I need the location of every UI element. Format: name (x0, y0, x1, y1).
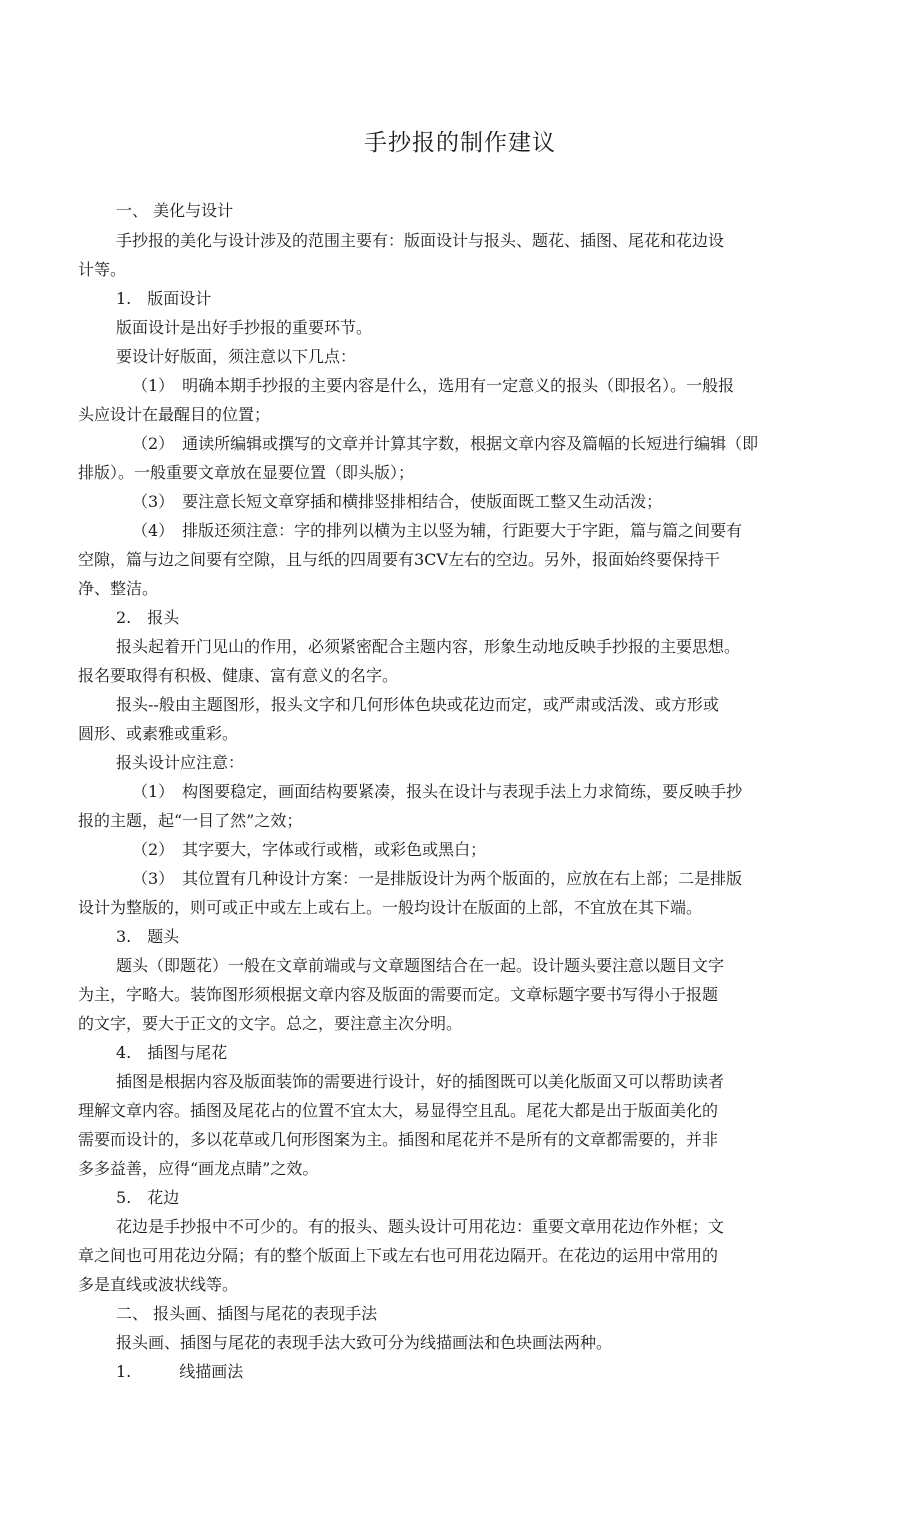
paragraph-line: 报名要取得有积极、健康、富有意义的名字。 (78, 666, 399, 685)
paragraph-line: 插图是根据内容及版面装饰的需要进行设计，好的插图既可以美化版面又可以帮助读者 (116, 1072, 725, 1091)
list-item: （3） 其位置有几种设计方案：一是排版设计为两个版面的，应放在右上部；二是排版 (132, 869, 743, 888)
list-item: （2） 其字要大，字体或行或楷，或彩色或黑白； (132, 840, 487, 859)
list-item: （1） 构图要稳定，画面结构要紧凑，报头在设计与表现手法上力求简练，要反映手抄 (132, 782, 743, 801)
paragraph-line: 花边是手抄报中不可少的。有的报头、题头设计可用花边：重要文章用花边作外框；文 (116, 1217, 725, 1236)
paragraph-line: 报头画、插图与尾花的表现手法大致可分为线描画法和色块画法两种。 (116, 1333, 613, 1352)
paragraph-line: 报头--般由主题图形，报头文字和几何形体色块或花边而定，或严肃或活泼、或方形或 (116, 695, 719, 714)
subheading-line-drawing: 1. 线描画法 (116, 1362, 244, 1381)
paragraph-line: 为主，字略大。装饰图形须根据文章内容及版面的需要而定。文章标题字要书写得小于报题 (78, 985, 719, 1004)
paragraph-line: 空隙，篇与边之间要有空隙，且与纸的四周要有3CV左右的空边。另外，报面始终要保持干 (78, 550, 720, 569)
paragraph-line: 版面设计是出好手抄报的重要环节。 (116, 318, 373, 337)
paragraph-line: 多是直线或波状线等。 (78, 1275, 239, 1294)
subheading-layout: 1. 版面设计 (116, 289, 212, 308)
page-title: 手抄报的制作建议 (364, 130, 556, 156)
list-item: （4） 排版还须注意：字的排列以横为主以竖为辅，行距要大于字距，篇与篇之间要有 (132, 521, 743, 540)
paragraph-line: 排版）。一般重要文章放在显要位置（即头版）； (78, 463, 415, 482)
subheading-illustration: 4. 插图与尾花 (116, 1043, 228, 1062)
paragraph-line: 头应设计在最醒目的位置； (78, 405, 271, 424)
paragraph-line: 设计为整版的，则可或正中或左上或右上。一般均设计在版面的上部，不宜放在其下端。 (78, 898, 703, 917)
paragraph-line: 手抄报的美化与设计涉及的范围主要有：版面设计与报头、题花、插图、尾花和花边设 (116, 231, 725, 250)
heading-section-2: 二、 报头画、插图与尾花的表现手法 (116, 1304, 378, 1323)
paragraph-line: 净、整洁。 (78, 579, 159, 598)
paragraph-line: 需要而设计的，多以花草或几何形图案为主。插图和尾花并不是所有的文章都需要的，并非 (78, 1130, 719, 1149)
paragraph-line: 报头设计应注意： (116, 753, 245, 772)
heading-section-1: 一、 美化与设计 (116, 201, 234, 220)
paragraph-line: 计等。 (78, 260, 127, 279)
paragraph-line: 题头（即题花）一般在文章前端或与文章题图结合在一起。设计题头要注意以题目文字 (116, 956, 725, 975)
paragraph-line: 报头起着开门见山的作用，必须紧密配合主题内容，形象生动地反映手抄报的主要思想。 (116, 637, 741, 656)
subheading-masthead: 2. 报头 (116, 608, 180, 627)
paragraph-line: 章之间也可用花边分隔；有的整个版面上下或左右也可用花边隔开。在花边的运用中常用的 (78, 1246, 719, 1265)
paragraph-line: 多多益善，应得“画龙点睛”之效。 (78, 1159, 319, 1178)
paragraph-line: 理解文章内容。插图及尾花占的位置不宜太大，易显得空且乱。尾花大都是出于版面美化的 (78, 1101, 719, 1120)
list-item: （1） 明确本期手抄报的主要内容是什么，选用有一定意义的报头（即报名）。一般报 (132, 376, 735, 395)
paragraph-line: 圆形、或素雅或重彩。 (78, 724, 239, 743)
paragraph-line: 报的主题，起“一目了然”之效； (78, 811, 303, 830)
paragraph-line: 要设计好版面，须注意以下几点： (116, 347, 357, 366)
list-item: （3） 要注意长短文章穿插和横排竖排相结合，使版面既工整又生动活泼； (132, 492, 663, 511)
paragraph-line: 的文字，要大于正文的文字。总之，要注意主次分明。 (78, 1014, 463, 1033)
list-item: （2） 通读所编辑或撰写的文章并计算其字数，根据文章内容及篇幅的长短进行编辑（即 (132, 434, 759, 453)
subheading-border: 5. 花边 (116, 1188, 180, 1207)
subheading-title-header: 3. 题头 (116, 927, 180, 946)
